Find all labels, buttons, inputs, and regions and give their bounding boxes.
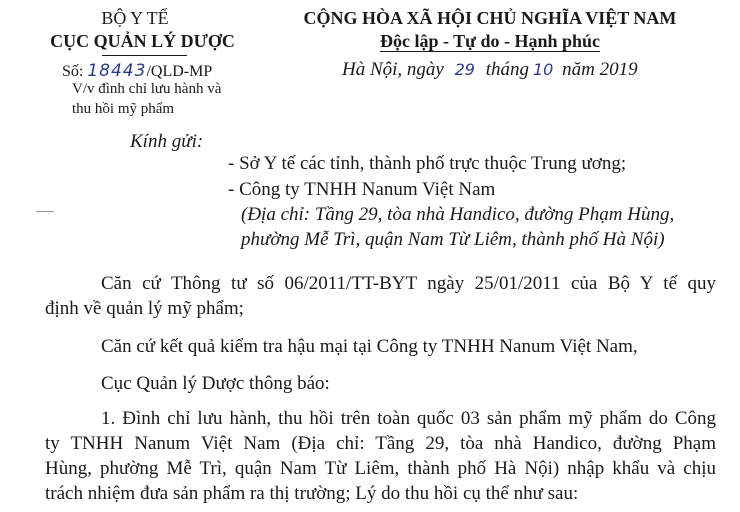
number-handwritten: 18443 [87, 61, 147, 81]
issue-date [342, 59, 638, 81]
department-underline [102, 55, 187, 56]
date-month-handwritten: 10 [533, 60, 554, 79]
date-prefix: Hà Nội, ngày [342, 59, 444, 80]
country-name: CỘNG HÒA XÃ HỘI CHỦ NGHĨA VIỆT NAM [303, 8, 677, 28]
body-paragraph-2: Căn cứ kết quả kiểm tra hậu mại tại Công ty TNHH Nanum Việt Nam, [101, 336, 638, 357]
subject-line-2: thu hồi mỹ phẩm [72, 101, 175, 117]
body-paragraph-3: Cục Quản lý Dược thông báo: [101, 373, 330, 394]
scan-mark [36, 211, 54, 212]
number-prefix: Số: [62, 63, 84, 80]
body-paragraph-1-line-2: định về quản lý mỹ phẩm; [45, 298, 244, 319]
date-month-word: tháng [485, 59, 529, 80]
recipient-item: - Công ty TNHH Nanum Việt Nam [228, 179, 496, 200]
motto-text: Độc lập - Tự do - Hạnh phúc [379, 31, 601, 51]
body-paragraph-4-line-2: ty TNHH Nanum Việt Nam (Địa chỉ: Tầng 29, tòa nhà Handico, đường Phạm [45, 433, 716, 454]
body-paragraph-4-line-1: 1. Đình chỉ lưu hành, thu hồi trên toàn quốc 03 sản phẩm mỹ phẩm do Công [101, 408, 716, 429]
number-suffix: /QLD-MP [146, 63, 213, 80]
recipient-address-line-1: (Địa chỉ: Tầng 29, tòa nhà Handico, đường Phạm Hùng, [241, 204, 675, 225]
date-day-handwritten: 29 [454, 60, 475, 79]
body-paragraph-4-line-4: trách nhiệm đưa sản phẩm ra thị trường; Lý do thu hồi cụ thể như sau: [45, 483, 579, 504]
department-name: CỤC QUẢN LÝ DƯỢC [50, 31, 235, 51]
ministry-name: BỘ Y TẾ [101, 8, 169, 28]
date-year: năm 2019 [562, 59, 638, 80]
recipient-address-line-2: phường Mễ Trì, quận Nam Từ Liêm, thành phố Hà Nội) [241, 229, 665, 250]
body-paragraph-1-line-1: Căn cứ Thông tư số 06/2011/TT-BYT ngày 25/01/2011 của Bộ Y tế quy [101, 273, 716, 294]
document-number [62, 61, 212, 81]
subject-line-1: V/v đình chỉ lưu hành và [72, 81, 222, 97]
body-paragraph-4-line-3: Hùng, phường Mễ Trì, quận Nam Từ Liêm, thành phố Hà Nội) nhập khẩu và chịu [45, 458, 716, 479]
national-motto [270, 31, 710, 52]
greeting: Kính gửi: [130, 131, 204, 152]
recipient-item: - Sở Y tế các tỉnh, thành phố trực thuộc Trung ương; [228, 153, 627, 174]
